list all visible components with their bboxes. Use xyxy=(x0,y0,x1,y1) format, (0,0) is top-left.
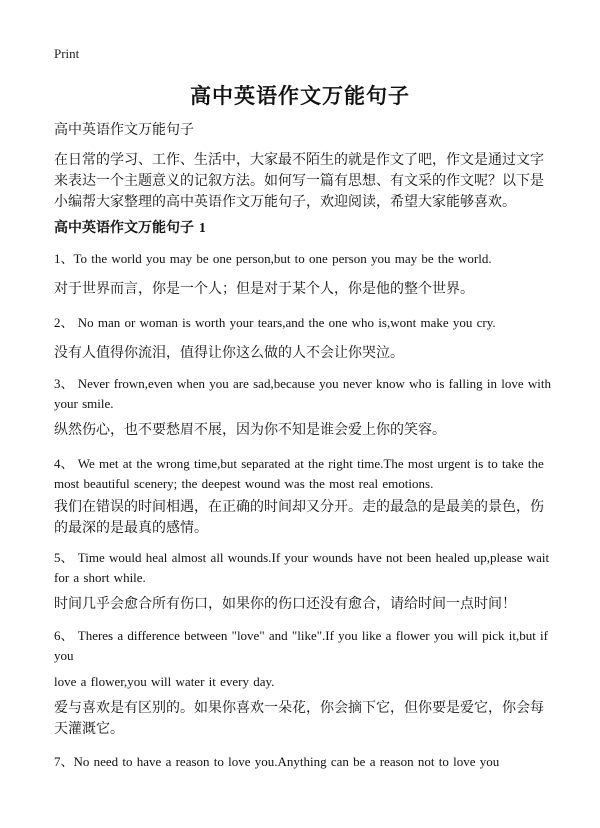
page-title: 高中英语作文万能句子 xyxy=(190,84,410,108)
sentence-3-en: 3、 Never frown,even when you are sad,because you never know who is falling in love with your smile. xyxy=(54,376,551,411)
sentence-7-en: 7、No need to have a reason to love you.Anything can be a reason not to love you xyxy=(54,754,500,769)
sentence-1-cn: 对于世界而言，你是一个人；但是对于某个人，你是他的整个世界。 xyxy=(54,281,474,297)
subtitle: 高中英语作文万能句子 xyxy=(54,122,194,138)
sentence-5-cn: 时间几乎会愈合所有伤口，如果你的伤口还没有愈合，请给时间一点时间！ xyxy=(54,596,516,612)
section-heading-text: 高中英语作文万能句子 xyxy=(54,220,194,236)
sentence-1-en: 1、To the world you may be one person,but to one person you may be the world. xyxy=(54,251,492,266)
sentence-6-cn: 爱与喜欢是有区别的。如果你喜欢一朵花，你会摘下它，但你要是爱它，你会每天灌溉它。 xyxy=(54,700,544,737)
intro-paragraph: 在日常的学习、工作、生活中，大家最不陌生的就是作文了吧，作文是通过文字来表达一个主题意义的记叙方法。如何写一篇有思想、有文采的作文呢？以下是小编帮大家整理的高中英语作文万能句子，欢迎阅读，希望大家能够喜欢。 xyxy=(54,152,544,210)
sentence-4-en: 4、 We met at the wrong time,but separated at the right time.The most urgent is to take the most beautiful scenery; the deepest wound was the most real emotions. xyxy=(54,456,544,491)
sentence-5-en: 5、 Time would heal almost all wounds.If your wounds have not been healed up,please wait for a short while. xyxy=(54,550,550,585)
print-link[interactable]: Print xyxy=(54,46,80,61)
sentence-6-en-continued: love a flower,you will water it every day. xyxy=(54,674,275,689)
section-heading xyxy=(54,217,552,237)
sentence-6-en: 6、 Theres a difference between "love" and "like".If you like a flower you will pick it,but if you xyxy=(54,628,548,663)
sentence-4-cn: 我们在错误的时间相遇，在正确的时间却又分开。走的最急的是最美的景色，伤的最深的是最真的感情。 xyxy=(54,499,544,536)
section-number: 1 xyxy=(198,221,206,236)
sentence-3-cn: 纵然伤心，也不要愁眉不展，因为你不知是谁会爱上你的笑容。 xyxy=(54,422,446,438)
sentence-2-cn: 没有人值得你流泪，值得让你这么做的人不会让你哭泣。 xyxy=(54,345,404,361)
sentence-2-en: 2、 No man or woman is worth your tears,and the one who is,wont make you cry. xyxy=(54,315,496,330)
